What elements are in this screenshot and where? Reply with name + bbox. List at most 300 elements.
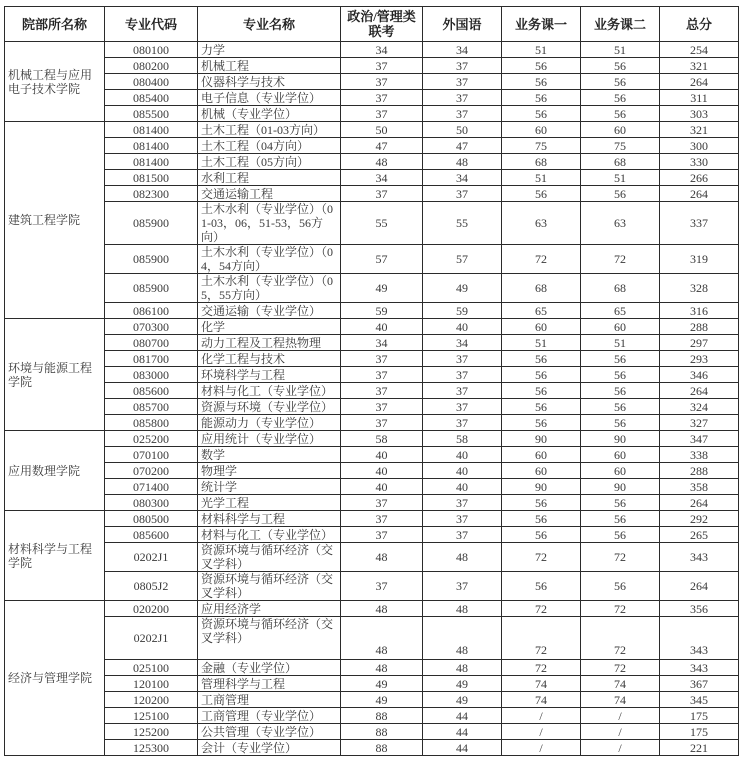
score-cell: 56	[502, 511, 581, 527]
score-cell: 56	[581, 351, 660, 367]
score-cell: 56	[502, 58, 581, 74]
col-header-politics: 政治/管理类联考	[341, 7, 423, 42]
score-cell: 56	[502, 90, 581, 106]
col-header-course2: 业务课二	[581, 7, 660, 42]
score-cell: 40	[423, 447, 502, 463]
code-cell: 080700	[105, 335, 198, 351]
total-cell: 345	[660, 692, 739, 708]
major-cell: 材料科学与工程	[198, 511, 341, 527]
score-cell: 48	[423, 601, 502, 617]
major-cell: 力学	[198, 42, 341, 58]
score-cell: 88	[341, 724, 423, 740]
major-cell: 交通运输工程	[198, 186, 341, 202]
major-cell: 环境科学与工程	[198, 367, 341, 383]
score-cell: 49	[341, 692, 423, 708]
score-cell: 37	[423, 186, 502, 202]
table-row	[5, 74, 739, 90]
major-cell: 材料与化工（专业学位）	[198, 527, 341, 543]
major-cell: 机械工程	[198, 58, 341, 74]
score-cell: 65	[502, 303, 581, 319]
total-cell: 316	[660, 303, 739, 319]
score-cell: 90	[502, 431, 581, 447]
table-row	[5, 708, 739, 724]
score-cell: 37	[341, 90, 423, 106]
total-cell: 347	[660, 431, 739, 447]
score-cell: 34	[341, 335, 423, 351]
score-cell: 34	[341, 42, 423, 58]
major-cell: 化学	[198, 319, 341, 335]
code-cell: 025100	[105, 660, 198, 676]
score-cell: 56	[581, 495, 660, 511]
score-cell: 56	[502, 74, 581, 90]
score-cell: 50	[341, 122, 423, 138]
table-header	[5, 7, 739, 42]
score-cell: 56	[581, 415, 660, 431]
score-cell: 51	[502, 170, 581, 186]
code-cell: 080400	[105, 74, 198, 90]
code-cell: 0202J1	[105, 617, 198, 660]
score-cell: /	[581, 708, 660, 724]
score-cell: 72	[502, 245, 581, 274]
total-cell: 264	[660, 383, 739, 399]
score-cell: 68	[581, 154, 660, 170]
table-row	[5, 170, 739, 186]
total-cell: 327	[660, 415, 739, 431]
table-row	[5, 676, 739, 692]
code-cell: 020200	[105, 601, 198, 617]
major-cell: 交通运输（专业学位）	[198, 303, 341, 319]
score-cell: /	[581, 724, 660, 740]
code-cell: 085600	[105, 383, 198, 399]
score-cell: 56	[502, 572, 581, 601]
total-cell: 264	[660, 572, 739, 601]
code-cell: 085900	[105, 202, 198, 245]
score-cell: 60	[502, 319, 581, 335]
score-cell: 49	[341, 676, 423, 692]
score-cell: 58	[341, 431, 423, 447]
score-cell: 34	[423, 42, 502, 58]
code-cell: 082300	[105, 186, 198, 202]
score-cell: 60	[502, 463, 581, 479]
total-cell: 221	[660, 740, 739, 756]
code-cell: 080200	[105, 58, 198, 74]
total-cell: 175	[660, 708, 739, 724]
score-cell: 63	[581, 202, 660, 245]
score-cell: 72	[502, 660, 581, 676]
score-cell: 40	[423, 319, 502, 335]
score-cell: 72	[502, 617, 581, 660]
code-cell: 081400	[105, 122, 198, 138]
score-cell: 63	[502, 202, 581, 245]
score-cell: 37	[423, 90, 502, 106]
score-cell: 56	[581, 367, 660, 383]
score-cell: 48	[423, 154, 502, 170]
table-row	[5, 138, 739, 154]
major-cell: 应用经济学	[198, 601, 341, 617]
code-cell: 081700	[105, 351, 198, 367]
score-cell: 72	[581, 660, 660, 676]
major-cell: 土木工程（04方向）	[198, 138, 341, 154]
major-cell: 电子信息（专业学位）	[198, 90, 341, 106]
table-row	[5, 660, 739, 676]
score-cell: 56	[581, 527, 660, 543]
major-cell: 数学	[198, 447, 341, 463]
score-cell: 72	[581, 245, 660, 274]
code-cell: 085400	[105, 90, 198, 106]
major-cell: 资源环境与循环经济（交叉学科）	[198, 572, 341, 601]
major-cell: 统计学	[198, 479, 341, 495]
major-cell: 会计（专业学位）	[198, 740, 341, 756]
score-cell: 44	[423, 740, 502, 756]
score-cell: 37	[341, 351, 423, 367]
score-cell: 37	[423, 58, 502, 74]
code-cell: 083000	[105, 367, 198, 383]
col-header-course1: 业务课一	[502, 7, 581, 42]
score-cell: 40	[423, 479, 502, 495]
total-cell: 337	[660, 202, 739, 245]
score-cell: 37	[341, 511, 423, 527]
score-cell: 68	[502, 154, 581, 170]
table-row	[5, 692, 739, 708]
col-header-code: 专业代码	[105, 7, 198, 42]
score-cell: 49	[423, 676, 502, 692]
score-cell: 40	[341, 319, 423, 335]
score-cell: 88	[341, 740, 423, 756]
score-cell: 37	[423, 367, 502, 383]
score-cell: 44	[423, 708, 502, 724]
score-cell: 48	[423, 617, 502, 660]
score-cell: 37	[423, 495, 502, 511]
table-row	[5, 202, 739, 245]
table-row	[5, 447, 739, 463]
score-cell: 57	[341, 245, 423, 274]
code-cell: 070100	[105, 447, 198, 463]
score-cell: 90	[581, 431, 660, 447]
score-cell: 48	[341, 543, 423, 572]
total-cell: 367	[660, 676, 739, 692]
code-cell: 0805J2	[105, 572, 198, 601]
college-cell: 材料科学与工程学院	[5, 511, 105, 601]
total-cell: 297	[660, 335, 739, 351]
table-row	[5, 724, 739, 740]
score-cell: 56	[581, 572, 660, 601]
major-cell: 管理科学与工程	[198, 676, 341, 692]
code-cell: 080300	[105, 495, 198, 511]
score-cell: 47	[423, 138, 502, 154]
total-cell: 346	[660, 367, 739, 383]
score-cell: 40	[341, 447, 423, 463]
score-cell: 48	[341, 617, 423, 660]
table-row	[5, 543, 739, 572]
score-cell: 37	[341, 572, 423, 601]
table-row	[5, 617, 739, 660]
score-cell: 37	[423, 106, 502, 122]
major-cell: 材料与化工（专业学位）	[198, 383, 341, 399]
total-cell: 311	[660, 90, 739, 106]
table-body	[5, 42, 739, 756]
col-header-foreign: 外国语	[423, 7, 502, 42]
college-cell: 应用数理学院	[5, 431, 105, 511]
score-cell: 37	[423, 399, 502, 415]
score-cell: 48	[423, 543, 502, 572]
score-cell: /	[502, 740, 581, 756]
score-cell: 40	[341, 463, 423, 479]
total-cell: 175	[660, 724, 739, 740]
score-cell: 88	[341, 708, 423, 724]
score-cell: 56	[502, 186, 581, 202]
score-cell: 48	[341, 660, 423, 676]
college-cell: 建筑工程学院	[5, 122, 105, 319]
major-cell: 公共管理（专业学位）	[198, 724, 341, 740]
score-cell: 72	[581, 601, 660, 617]
table-row	[5, 383, 739, 399]
code-cell: 0202J1	[105, 543, 198, 572]
score-cell: 72	[581, 543, 660, 572]
score-cell: 51	[581, 170, 660, 186]
score-cell: 37	[423, 351, 502, 367]
total-cell: 293	[660, 351, 739, 367]
total-cell: 324	[660, 399, 739, 415]
score-cell: 75	[581, 138, 660, 154]
code-cell: 081400	[105, 154, 198, 170]
score-cell: 37	[341, 399, 423, 415]
score-cell: 74	[502, 692, 581, 708]
table-row	[5, 399, 739, 415]
code-cell: 085900	[105, 274, 198, 303]
table-row	[5, 319, 739, 335]
score-cell: 48	[423, 660, 502, 676]
table-row	[5, 415, 739, 431]
table-row	[5, 601, 739, 617]
table-row	[5, 511, 739, 527]
score-cell: 74	[581, 676, 660, 692]
score-cell: 59	[341, 303, 423, 319]
score-cell: 37	[341, 74, 423, 90]
score-cell: 48	[341, 601, 423, 617]
table-row	[5, 154, 739, 170]
score-cell: 51	[581, 42, 660, 58]
table-row	[5, 479, 739, 495]
major-cell: 工商管理	[198, 692, 341, 708]
score-cell: 72	[581, 617, 660, 660]
score-cell: 65	[581, 303, 660, 319]
code-cell: 080100	[105, 42, 198, 58]
code-cell: 125200	[105, 724, 198, 740]
total-cell: 303	[660, 106, 739, 122]
major-cell: 土木工程（01-03方向）	[198, 122, 341, 138]
score-cell: 56	[502, 383, 581, 399]
code-cell: 120100	[105, 676, 198, 692]
code-cell: 125100	[105, 708, 198, 724]
score-cell: 56	[581, 186, 660, 202]
score-cell: 37	[423, 572, 502, 601]
col-header-total: 总分	[660, 7, 739, 42]
score-cell: 56	[581, 90, 660, 106]
code-cell: 085500	[105, 106, 198, 122]
total-cell: 265	[660, 527, 739, 543]
col-header-major: 专业名称	[198, 7, 341, 42]
total-cell: 321	[660, 58, 739, 74]
major-cell: 光学工程	[198, 495, 341, 511]
score-cell: 34	[341, 170, 423, 186]
code-cell: 070300	[105, 319, 198, 335]
score-cell: 47	[341, 138, 423, 154]
total-cell: 343	[660, 543, 739, 572]
score-cell: 51	[581, 335, 660, 351]
major-cell: 土木水利（专业学位）（01-03，06，51-53，56方向）	[198, 202, 341, 245]
major-cell: 土木工程（05方向）	[198, 154, 341, 170]
table-row	[5, 42, 739, 58]
total-cell: 264	[660, 186, 739, 202]
score-cell: /	[502, 724, 581, 740]
table-row	[5, 351, 739, 367]
score-cell: 56	[502, 351, 581, 367]
table-row	[5, 367, 739, 383]
score-cell: 55	[423, 202, 502, 245]
table-row	[5, 122, 739, 138]
major-cell: 土木水利（专业学位）（05，55方向）	[198, 274, 341, 303]
major-cell: 资源与环境（专业学位）	[198, 399, 341, 415]
table-row	[5, 274, 739, 303]
score-cell: 56	[502, 367, 581, 383]
score-cell: 72	[502, 543, 581, 572]
table-row	[5, 335, 739, 351]
score-cell: 50	[423, 122, 502, 138]
score-cell: 56	[581, 383, 660, 399]
score-cell: 37	[341, 106, 423, 122]
score-cell: 51	[502, 42, 581, 58]
score-cell: 37	[423, 511, 502, 527]
total-cell: 321	[660, 122, 739, 138]
table-row	[5, 495, 739, 511]
major-cell: 金融（专业学位）	[198, 660, 341, 676]
major-cell: 能源动力（专业学位）	[198, 415, 341, 431]
score-cell: 37	[341, 58, 423, 74]
score-cell: 68	[581, 274, 660, 303]
score-cell: 74	[502, 676, 581, 692]
code-cell: 125300	[105, 740, 198, 756]
score-cell: 37	[341, 527, 423, 543]
total-cell: 266	[660, 170, 739, 186]
score-cell: 56	[502, 415, 581, 431]
total-cell: 328	[660, 274, 739, 303]
col-header-college: 院部所名称	[5, 7, 105, 42]
total-cell: 254	[660, 42, 739, 58]
score-cell: 90	[502, 479, 581, 495]
score-cell: 37	[341, 367, 423, 383]
major-cell: 化学工程与技术	[198, 351, 341, 367]
score-cell: 72	[502, 601, 581, 617]
score-cell: 56	[581, 399, 660, 415]
score-cell: 37	[423, 74, 502, 90]
score-cell: 60	[581, 447, 660, 463]
score-cell: 60	[581, 122, 660, 138]
total-cell: 292	[660, 511, 739, 527]
score-cell: 90	[581, 479, 660, 495]
total-cell: 343	[660, 660, 739, 676]
score-cell: 59	[423, 303, 502, 319]
score-cell: 34	[423, 170, 502, 186]
table-row	[5, 58, 739, 74]
major-cell: 应用统计（专业学位）	[198, 431, 341, 447]
major-cell: 机械（专业学位）	[198, 106, 341, 122]
score-cell: 37	[423, 527, 502, 543]
score-cell: 51	[502, 335, 581, 351]
score-cell: 60	[502, 447, 581, 463]
score-cell: 75	[502, 138, 581, 154]
college-cell: 经济与管理学院	[5, 601, 105, 756]
major-cell: 水利工程	[198, 170, 341, 186]
table-row	[5, 527, 739, 543]
code-cell: 070200	[105, 463, 198, 479]
score-cell: 49	[423, 274, 502, 303]
table-row	[5, 572, 739, 601]
score-cell: 37	[341, 186, 423, 202]
score-cell: 56	[581, 74, 660, 90]
score-cell: 58	[423, 431, 502, 447]
total-cell: 319	[660, 245, 739, 274]
table-row	[5, 740, 739, 756]
table-row	[5, 106, 739, 122]
total-cell: 330	[660, 154, 739, 170]
score-cell: 56	[581, 106, 660, 122]
code-cell: 081400	[105, 138, 198, 154]
table-row	[5, 463, 739, 479]
code-cell: 085800	[105, 415, 198, 431]
score-cell: 40	[341, 479, 423, 495]
score-cell: 56	[502, 399, 581, 415]
score-cell: 37	[341, 495, 423, 511]
score-cell: 74	[581, 692, 660, 708]
table-row	[5, 90, 739, 106]
code-cell: 080500	[105, 511, 198, 527]
total-cell: 264	[660, 74, 739, 90]
total-cell: 288	[660, 463, 739, 479]
score-cell: 44	[423, 724, 502, 740]
code-cell: 085600	[105, 527, 198, 543]
college-cell: 机械工程与应用电子技术学院	[5, 42, 105, 122]
admission-score-table	[4, 6, 739, 756]
score-cell: 55	[341, 202, 423, 245]
score-cell: 60	[581, 319, 660, 335]
score-cell: 37	[341, 383, 423, 399]
major-cell: 动力工程及工程热物理	[198, 335, 341, 351]
table-row	[5, 431, 739, 447]
code-cell: 081500	[105, 170, 198, 186]
table-row	[5, 245, 739, 274]
total-cell: 288	[660, 319, 739, 335]
major-cell: 资源环境与循环经济（交叉学科）	[198, 617, 341, 660]
score-cell: /	[581, 740, 660, 756]
major-cell: 土木水利（专业学位）（04，54方向）	[198, 245, 341, 274]
score-cell: 56	[502, 106, 581, 122]
score-cell: 37	[341, 415, 423, 431]
major-cell: 工商管理（专业学位）	[198, 708, 341, 724]
score-cell: /	[502, 708, 581, 724]
score-cell: 60	[581, 463, 660, 479]
code-cell: 085900	[105, 245, 198, 274]
major-cell: 资源环境与循环经济（交叉学科）	[198, 543, 341, 572]
total-cell: 358	[660, 479, 739, 495]
code-cell: 085700	[105, 399, 198, 415]
total-cell: 356	[660, 601, 739, 617]
score-cell: 68	[502, 274, 581, 303]
score-cell: 56	[581, 58, 660, 74]
score-cell: 49	[423, 692, 502, 708]
score-cell: 40	[423, 463, 502, 479]
score-cell: 56	[581, 511, 660, 527]
score-cell: 34	[423, 335, 502, 351]
